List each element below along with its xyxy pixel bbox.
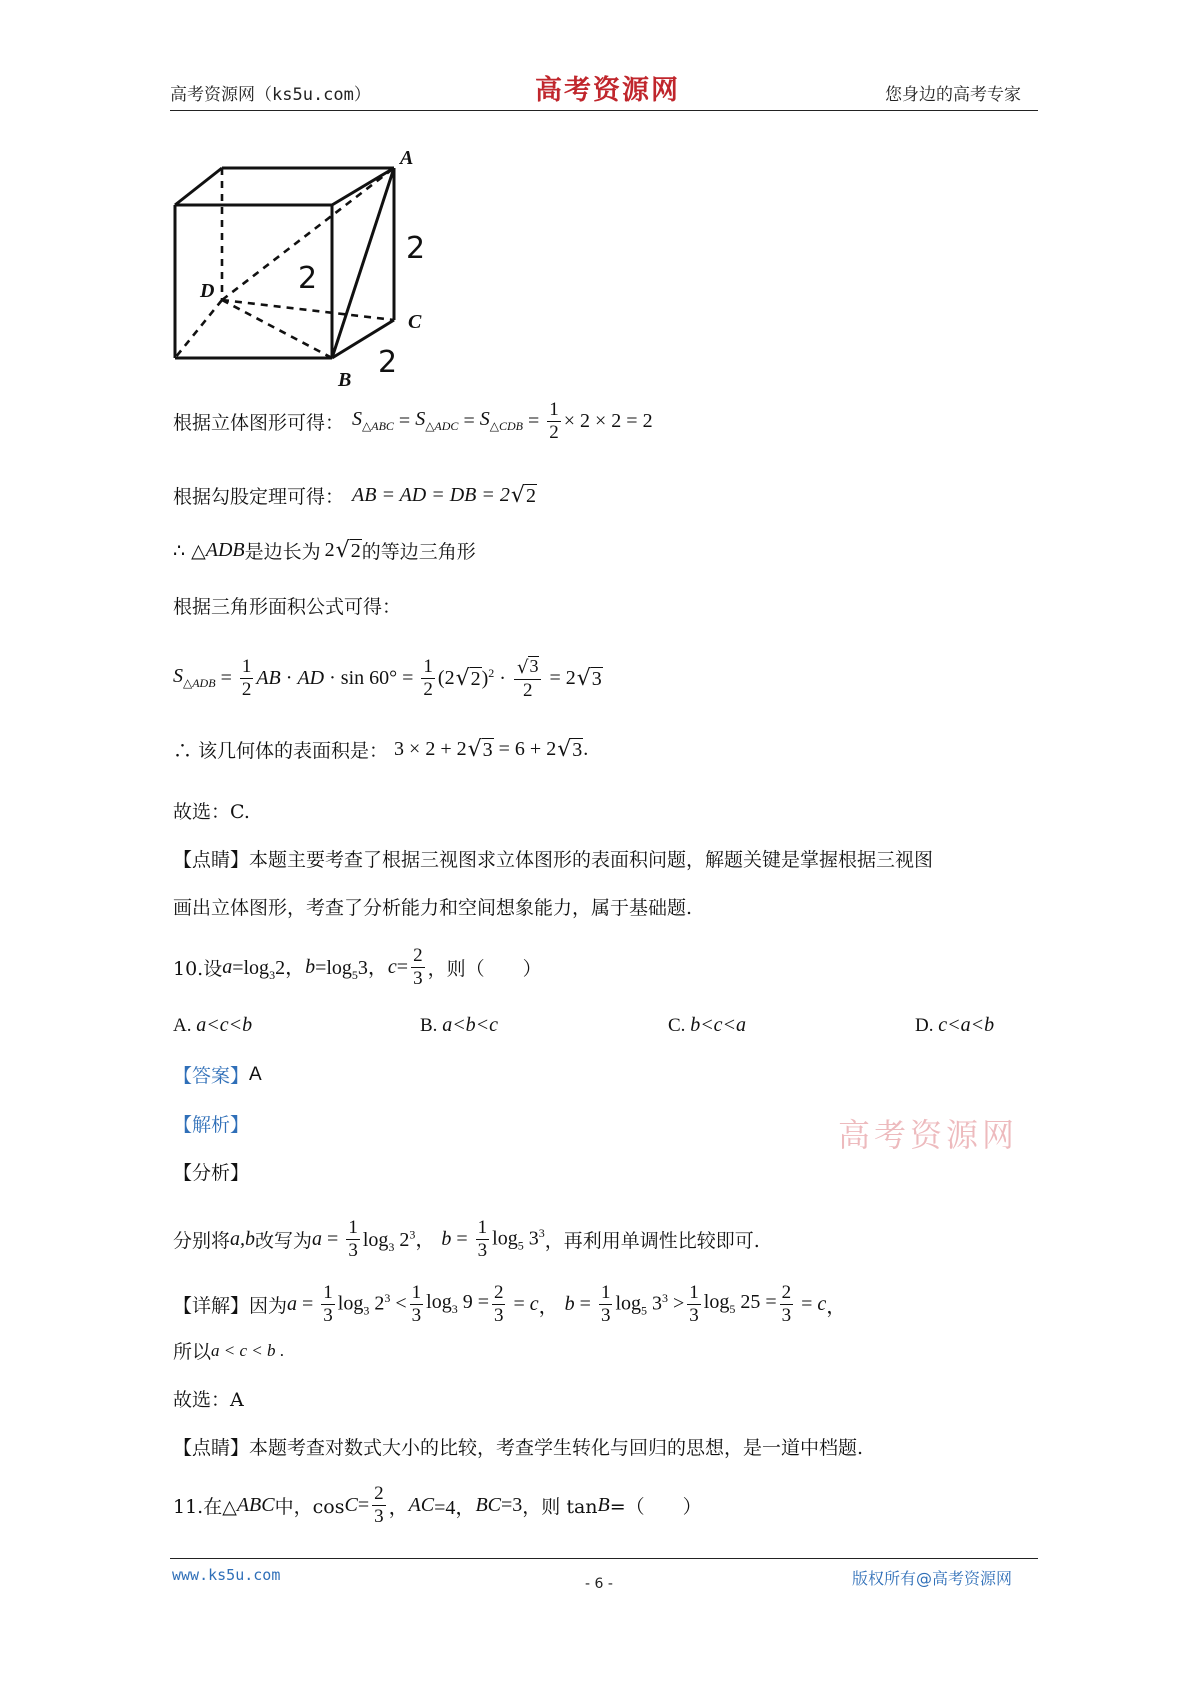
- solution-note-line1: 【点睛】本题主要考查了根据三视图求立体图形的表面积问题，解题关键是掌握根据三视图: [173, 849, 934, 871]
- fenxi-tag: 【分析】: [173, 1162, 250, 1184]
- solution-note-line2: 画出立体图形，考查了分析能力和空间想象能力，属于基础题.: [173, 897, 693, 919]
- solution-choice: 故选：C.: [173, 801, 250, 823]
- solution-line-surface-area: ∴ 该几何体的表面积是： 3 × 2 + 2 √ 3 = 6 + 2 √ 3 .: [173, 737, 589, 762]
- option-c: C. b<c<a: [668, 1014, 747, 1036]
- edge-label-bc: 2: [378, 345, 398, 380]
- question-10-stem: 10.设 a $=\log_32$， b $=\log_53$， c = $\frac{2}{3}$ ，则（ ）: [173, 945, 542, 989]
- option-b: B. a<b<c: [420, 1014, 499, 1036]
- question-11-stem: 11.在△ ABC 中，cos C = $\frac{2}{3}$ ， AC =4， BC =3 ，则 tan B =（ ）: [173, 1483, 702, 1527]
- conclusion-line: 所以 a < c < b .: [173, 1340, 285, 1363]
- solution-line-formula-intro: 根据三角形面积公式可得：: [173, 596, 402, 618]
- fenxi-text: 分别将 a,b 改写为 a = $\frac{1}{3}$ $\log_3 2^3$， b = $\frac{1}{3}$ $\log_5 3^3$ ，再利用单调性比较即可.: [173, 1217, 760, 1261]
- page-number: - 6 -: [585, 1576, 613, 1592]
- analysis-tag: 【解析】: [173, 1114, 250, 1136]
- footer-copyright: 版权所有@高考资源网: [852, 1569, 1013, 1588]
- cube-figure: [160, 150, 450, 395]
- solution-line-equilateral: ∴ △ ADB 是边长为 2 √ 2 的等边三角形: [173, 538, 476, 563]
- option-d: D. c<a<b: [915, 1014, 995, 1036]
- header-logo: 高考资源网: [535, 75, 680, 106]
- label-B: B: [338, 369, 352, 391]
- answer-line: 【答案】 A: [173, 1063, 262, 1087]
- solution-line-adb-area: $S_{\triangle ADB}$ = $\frac{1}{2}$ AB · AD · sin 60° = $\frac{1}{2}$ (2 √ 2 )$^2$ · √ 3 2 = 2 √ 3: [173, 655, 602, 701]
- note-10: 【点睛】本题考查对数式大小的比较，考查学生转化与回归的思想，是一道中档题.: [173, 1437, 864, 1459]
- solution-line-pythagoras: 根据勾股定理可得： AB = AD = DB = 2 √ 2: [173, 483, 536, 508]
- choice-line: 故选：A: [173, 1389, 244, 1411]
- label-A: A: [400, 150, 414, 169]
- edge-label-diag: 2: [298, 261, 318, 296]
- header-right-text: 您身边的高考专家: [885, 85, 1021, 105]
- header-rule: [170, 110, 1038, 111]
- option-a: A. a<c<b: [173, 1014, 253, 1036]
- footer-website-link[interactable]: www.ks5u.com: [172, 1566, 281, 1584]
- label-D: D: [200, 280, 215, 302]
- edge-label-ac: 2: [406, 231, 426, 266]
- header-left-text: 高考资源网（ks5u.com）: [170, 85, 371, 105]
- footer-rule: [170, 1558, 1038, 1559]
- solution-line-area: 根据立体图形可得： $S_{\triangle ABC}$ = $S_{\triangle ADC}$ = $S_{\triangle CDB}$ = $\frac{1}{2}$ × 2 × 2 = 2: [173, 399, 653, 443]
- watermark: 高考资源网: [838, 1116, 1019, 1154]
- label-C: C: [408, 311, 422, 333]
- detail-text: 【详解】因为 a = $\frac{1}{3}$ $\log_3 2^3$ < $\frac{1}{3}$ $\log_3 9$ = $\frac{2}{3}$ = c ， b = $\frac{1}{3}$ $\log_5 3^3$ > $\frac{1}{3}$ $\log_5 25$ = $\frac{2}{3}$ = c ，: [173, 1282, 847, 1326]
